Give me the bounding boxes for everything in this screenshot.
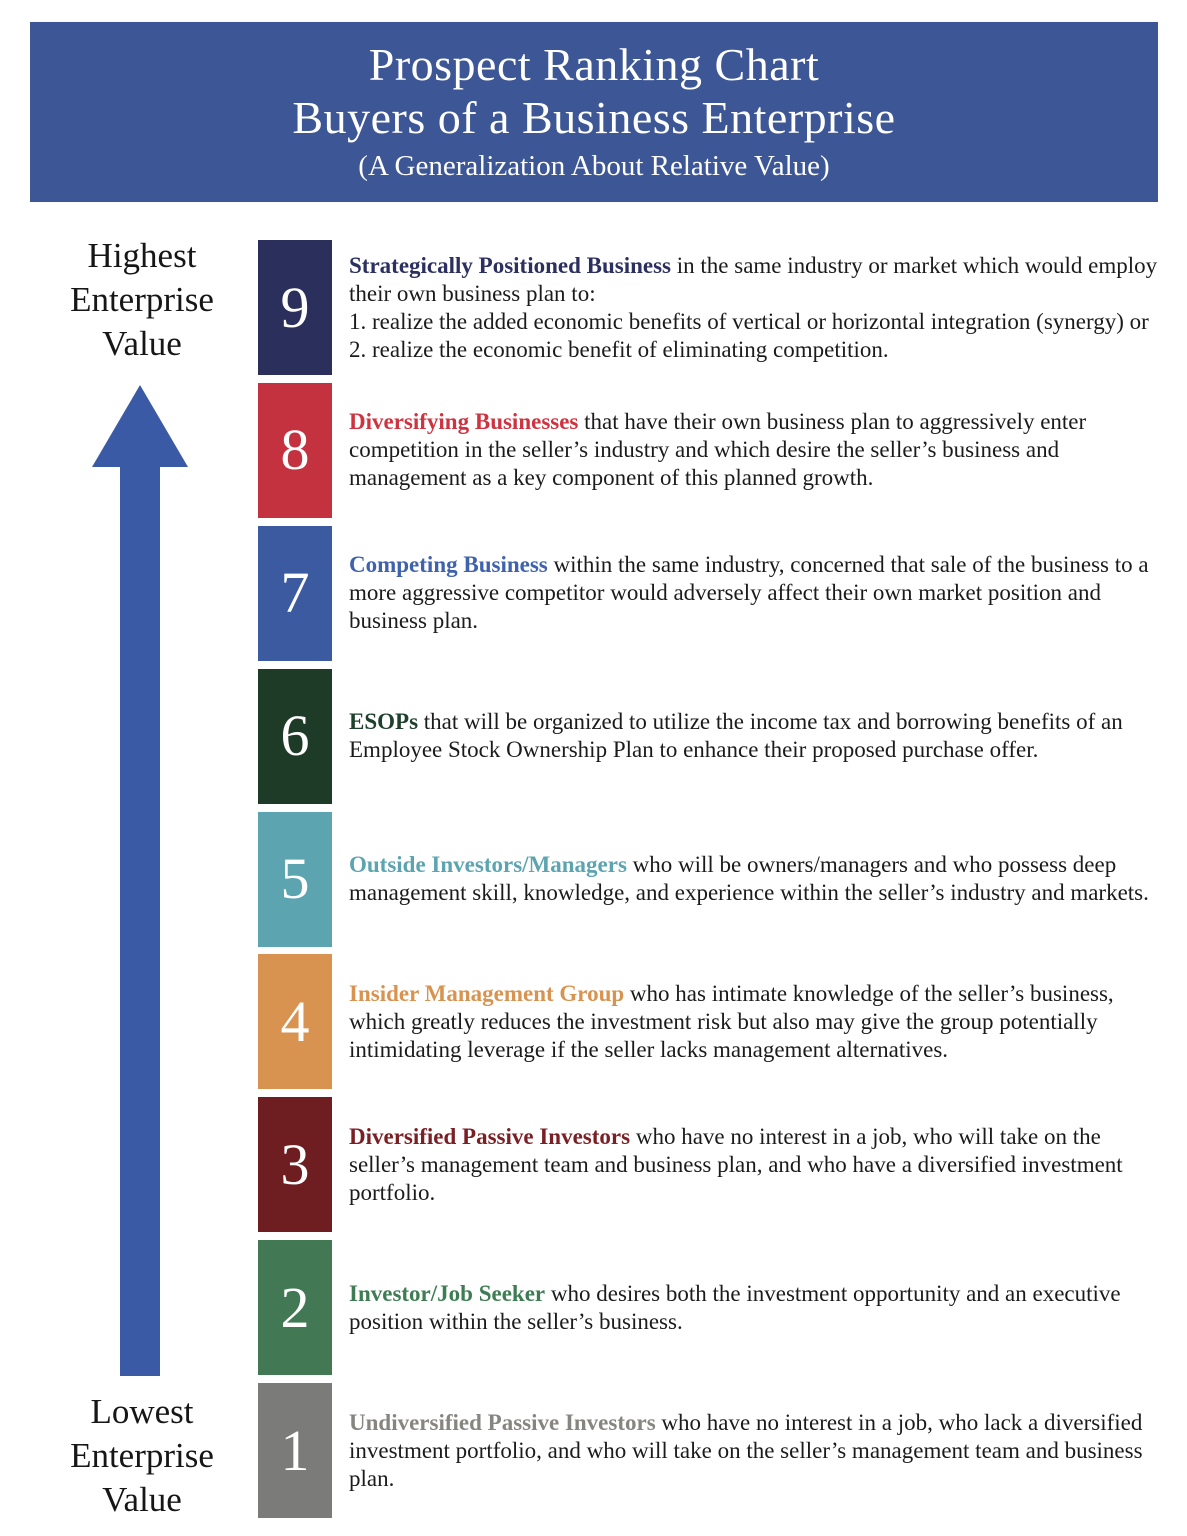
description-text-3: who have no interest in a job, who will take on the seller’s management team and business plan, and who have a diversified investment portfolio.: [349, 1123, 1123, 1205]
rank-row-4: [258, 954, 1170, 1089]
highest-value-label: [18, 234, 266, 366]
rank-number-7: 7: [280, 560, 310, 626]
rank-box-3: [258, 1097, 332, 1232]
rank-row-3: [258, 1097, 1170, 1232]
buyer-type-label-4: Insider Management Group: [349, 980, 625, 1006]
rank-description-1: [349, 1409, 1161, 1493]
rank-box-8: [258, 383, 332, 518]
numbered-list-9: [349, 308, 1161, 364]
rank-number-5: 5: [280, 846, 310, 912]
rank-description-2: [349, 1280, 1161, 1336]
highest-value-label-line-1: Highest: [87, 236, 197, 275]
rank-row-6: [258, 669, 1170, 804]
buyer-type-label-3: Diversified Passive Investors: [349, 1123, 631, 1149]
up-arrow-shaft: [120, 464, 160, 1376]
rank-row-7: [258, 526, 1170, 661]
rank-box-5: [258, 812, 332, 947]
rank-number-9: 9: [280, 274, 310, 340]
buyer-type-label-2: Investor/Job Seeker: [349, 1280, 546, 1306]
rank-number-3: 3: [280, 1131, 310, 1197]
rank-row-5: [258, 812, 1170, 947]
description-text-2: who desires both the investment opportunity and an executive position within the seller’s business.: [349, 1280, 1121, 1334]
rank-box-1: [258, 1383, 332, 1518]
rank-row-1: [258, 1383, 1170, 1518]
list-item-9-2: 2. realize the economic benefit of eliminating competition.: [349, 336, 889, 362]
buyer-type-label-7: Competing Business: [349, 552, 548, 578]
buyer-type-label-1: Undiversified Passive Investors: [349, 1409, 656, 1435]
lowest-value-label: [18, 1390, 266, 1522]
rank-number-1: 1: [280, 1417, 310, 1483]
rank-description-8: [349, 408, 1161, 492]
list-item-9-1: 1. realize the added economic benefits of vertical or horizontal integration (synergy) or: [349, 308, 1149, 334]
lowest-value-label-line-1: Lowest: [90, 1392, 194, 1431]
rank-description-9: [349, 252, 1161, 364]
subtitle: (A Generalization About Relative Value): [358, 150, 830, 182]
rank-description-5: [349, 851, 1161, 907]
buyer-type-label-9: Strategically Positioned Business: [349, 252, 672, 278]
lowest-value-label-line-3: Value: [102, 1480, 182, 1519]
description-text-4: who has intimate knowledge of the seller’s business, which greatly reduces the investment risk but also may give the group potentially intimidating leverage if the seller lacks management alternatives.: [349, 980, 1114, 1062]
description-text-5: who will be owners/managers and who possess deep management skill, knowledge, and experience within the seller’s industry and markets.: [349, 852, 1149, 906]
buyer-type-label-6: ESOPs: [349, 709, 419, 735]
rank-box-6: [258, 669, 332, 804]
lowest-value-label-line-2: Enterprise: [70, 1436, 214, 1475]
rank-box-7: [258, 526, 332, 661]
rank-box-2: [258, 1240, 332, 1375]
rank-number-4: 4: [280, 988, 310, 1054]
highest-value-label-line-3: Value: [102, 324, 182, 363]
highest-value-label-line-2: Enterprise: [70, 280, 214, 319]
rank-description-6: [349, 708, 1161, 764]
rank-number-6: 6: [280, 703, 310, 769]
title-line-1: Prospect Ranking Chart: [368, 39, 820, 90]
rank-description-7: [349, 551, 1161, 635]
ranking-rows: [258, 240, 1170, 1518]
title-line-2: Buyers of a Business Enterprise: [292, 92, 896, 143]
rank-number-8: 8: [280, 417, 310, 483]
description-text-6: that will be organized to utilize the income tax and borrowing benefits of an Employee Stock Ownership Plan to enhance their proposed purchase offer.: [349, 709, 1123, 763]
rank-row-2: [258, 1240, 1170, 1375]
rank-row-8: [258, 383, 1170, 518]
buyer-type-label-5: Outside Investors/Managers: [349, 852, 627, 878]
buyer-type-label-8: Diversifying Businesses: [349, 409, 579, 435]
description-text-7: within the same industry, concerned that sale of the business to a more aggressive competitor would adversely affect their own market position and business plan.: [349, 552, 1149, 634]
rank-description-3: [349, 1123, 1161, 1207]
rank-box-9: [258, 240, 332, 375]
up-arrow-head-icon: [92, 385, 188, 467]
description-text-1: who have no interest in a job, who lack a diversified investment portfolio, and who will take on the seller’s management team and business plan.: [349, 1409, 1143, 1491]
rank-description-4: [349, 980, 1161, 1064]
rank-number-2: 2: [280, 1274, 310, 1340]
rank-row-9: [258, 240, 1170, 375]
description-text-8: that have their own business plan to aggressively enter competition in the seller’s industry and which desire the seller’s business and management as a key component of this planned growth.: [349, 409, 1087, 491]
rank-box-4: [258, 954, 332, 1089]
description-text-9: in the same industry or market which would employ their own business plan to:: [349, 252, 1158, 306]
header-banner: [30, 22, 1158, 202]
